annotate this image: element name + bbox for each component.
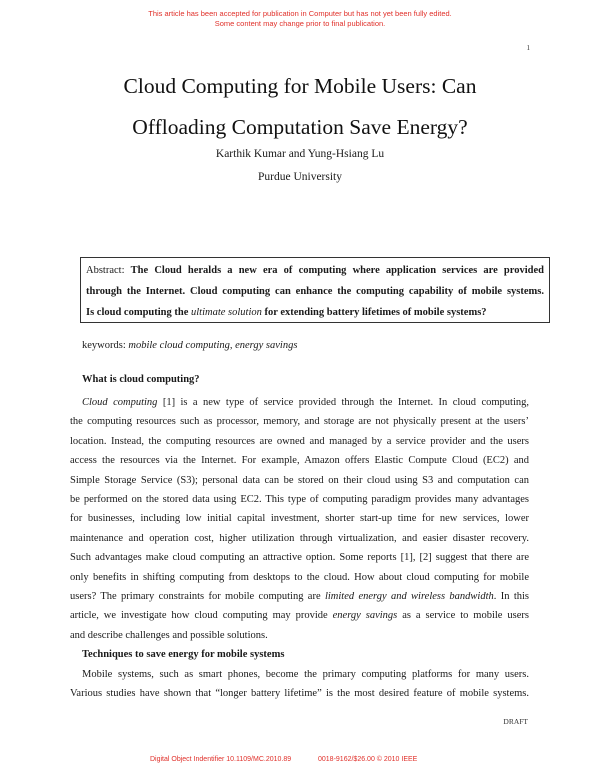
paragraph-line: Cloud computing [1] is a new type of service provided through the Internet. In cloud computing, [82,397,529,408]
section-heading-cloud: What is cloud computing? [82,374,200,385]
paragraph-cloud-computing [70,393,529,645]
paragraph-line: for businesses, including low initial capital investment, shorter start-up time for new services, lower [70,513,529,525]
emphasis-energy-savings: energy savings [332,610,398,622]
page-number: 1 [526,44,530,52]
paragraph-line: Mobile systems, such as smart phones, become the primary computing platforms for many users. [82,669,529,680]
footer-doi: Digital Object Indentifier 10.1109/MC.2010.89 [150,756,292,763]
paragraph-line: be performed on the stored data using EC2. This type of computing paradigm provides many advantages [70,493,529,505]
paragraph-line: Such advantages make cloud computing an attractive option. Some reports [1], [2] suggest that there are [70,552,529,564]
keywords [82,340,297,351]
title-line2: Offloading Computation Save Energy? [132,115,468,139]
abstract-line3-emphasis: ultimate solution [191,307,262,318]
paragraph-line: maintenance and operation cost, higher utilization through virtualization, and easier disaster recovery. [70,532,529,544]
affiliation: Purdue University [257,171,342,183]
paragraph-line: Simple Storage Service (S3); personal data can be stored on their cloud using S3 and computation can [70,474,529,486]
abstract-line2: through the Internet. Cloud computing can enhance the computing capability of mobile systems. [86,286,544,297]
paragraph-line: location. Instead, the computing resources are owned and managed by a service provider and the users [70,435,529,447]
term-cloud-computing: Cloud computing [82,397,158,408]
section-heading-techniques: Techniques to save energy for mobile systems [82,649,285,660]
abstract-line1: The Cloud heralds a new era of computing where application services are provided [130,265,544,276]
authors: Karthik Kumar and Yung-Hsiang Lu [215,148,385,160]
paragraph-line: and describe challenges and possible solutions. [70,629,268,641]
emphasis-constraints: limited energy and wireless bandwidth [324,590,494,602]
footer-issn: 0018-9162/$26.00 © 2010 IEEE [318,756,418,763]
abstract-label: Abstract: [86,265,131,276]
paragraph-techniques [70,665,529,704]
paragraph-line: Various studies have shown that “longer battery lifetime” is the most desired feature of mobile systems. [70,688,529,700]
paragraph-line: article, we investigate how cloud computing may provide energy savings as a service to mobile users [70,610,529,622]
paragraph-line: access the resources via the Internet. For example, Amazon offers Elastic Compute Cloud (EC2) and [70,455,529,467]
paragraph-line: only benefits in shifting computing from desktops to the cloud. How about cloud computing for mobile [70,571,529,583]
keywords-value: mobile cloud computing, energy savings [128,340,298,351]
paragraph-line: users? The primary constraints for mobile computing are limited energy and wireless bandwidth. In this [70,590,529,602]
title-line1: Cloud Computing for Mobile Users: Can [123,74,477,98]
publication-notice-line2: Some content may change prior to final publication. [214,19,386,28]
abstract-box [80,257,550,323]
keywords-label: keywords: [82,340,129,351]
publication-notice-line1: This article has been accepted for publication in Computer but has not yet been fully edited. [148,9,452,18]
abstract-line3-post: for extending battery lifetimes of mobile systems? [261,307,487,318]
abstract-line3-pre: Is cloud computing the [86,307,192,318]
paragraph-line: the computing resources such as processor, memory, and storage are not physically present at the users’ [70,416,529,428]
draft-label: DRAFT [503,717,528,726]
